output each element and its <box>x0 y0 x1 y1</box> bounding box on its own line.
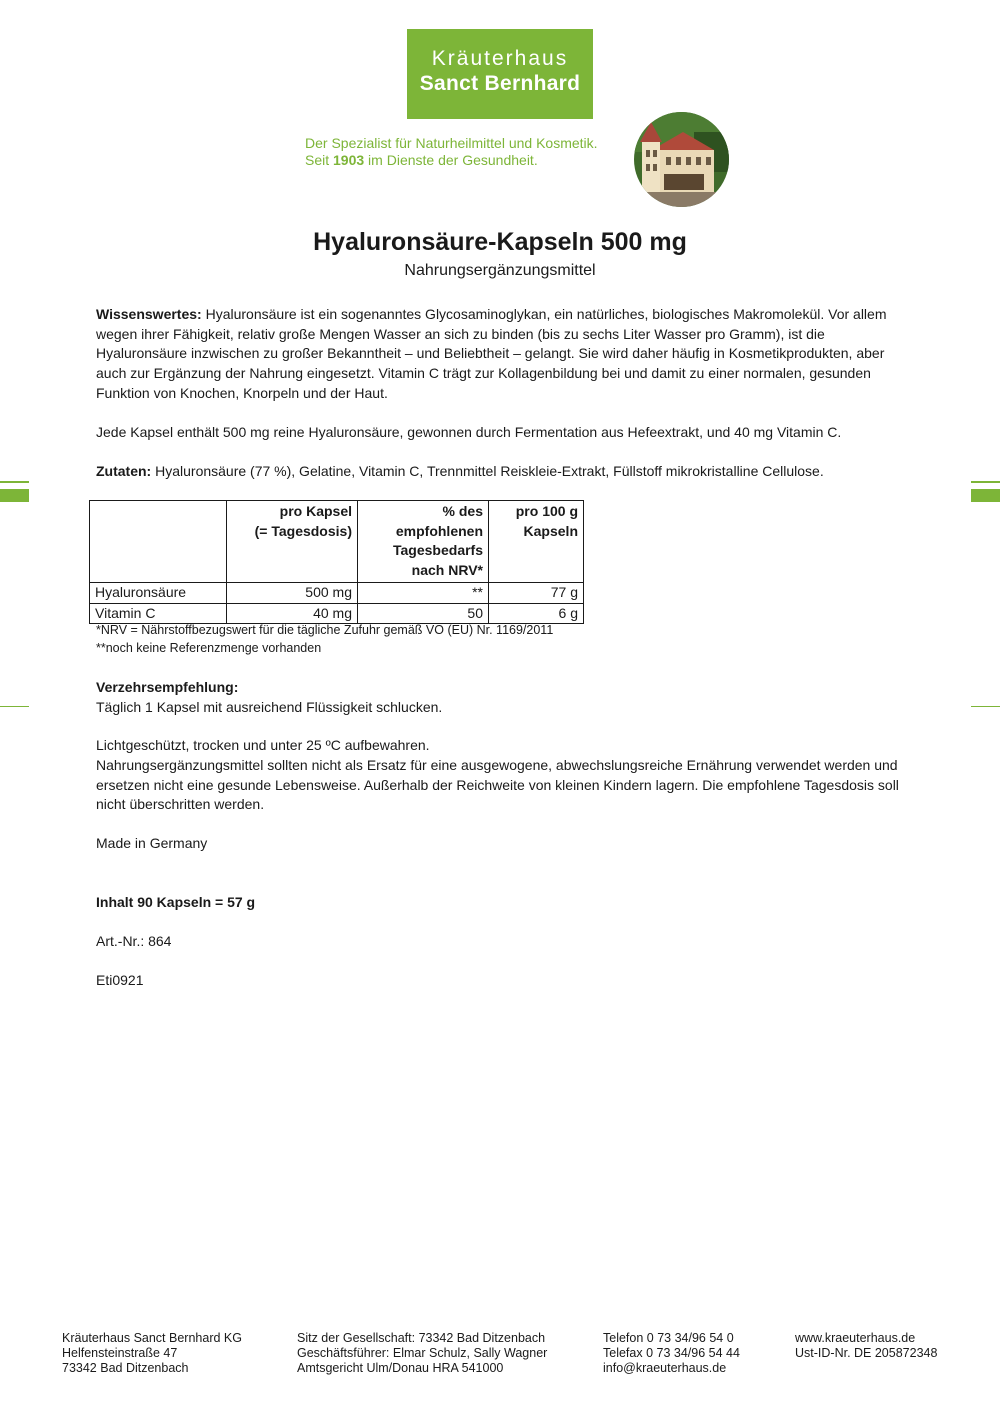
table-row <box>90 582 584 603</box>
tagline-pre: Seit <box>305 152 334 168</box>
table-row <box>90 603 584 624</box>
brand-logo <box>407 29 593 119</box>
wissenswertes-text: Hyaluronsäure ist ein sogenanntes Glycosaminoglykan, ein natürliches, biologisches Makromolekül. Vor allem wegen ihrer Fähigkeit, relativ große Mengen Wasser an sich zu binden (bis zu sechs Liter Wasser pro Gramm), ist die Hyaluronsäure inzwischen zu großer Bekanntheit – und Beliebtheit – gelangt. Sie wird daher häufig in Kosmetikprodukten, aber auch zur Ergänzung der Nahrung eingesetzt. Vitamin C trägt zur Kollagenbildung bei und damit zu einer normalen, gesunden Funktion von Knochen, Knorpeln und der Haut. <box>96 306 887 401</box>
table-cell: Hyaluronsäure <box>90 582 227 603</box>
tagline-line-2 <box>305 152 598 169</box>
zutaten-label: Zutaten: <box>96 463 152 479</box>
fold-mark-right-lower <box>971 706 1000 707</box>
table-header-row <box>90 501 584 583</box>
footer-company <box>62 1331 242 1376</box>
made-in: Made in Germany <box>96 835 208 851</box>
fold-mark-left <box>0 481 29 483</box>
logo-line-2: Sanct Bernhard <box>419 72 581 95</box>
tagline <box>305 135 598 169</box>
footer-fax: Telefax 0 73 34/96 54 44 <box>603 1346 740 1360</box>
footer-line: Helfensteinstraße 47 <box>62 1346 178 1360</box>
footer-contact <box>603 1331 740 1376</box>
table-cell: 77 g <box>489 582 584 603</box>
article-number: Art.-Nr.: 864 <box>96 933 172 949</box>
capsule-paragraph: Jede Kapsel enthält 500 mg reine Hyaluronsäure, gewonnen durch Fermentation aus Hefeextrakt, und 40 mg Vitamin C. <box>96 424 842 440</box>
zutaten-text: Hyaluronsäure (77 %), Gelatine, Vitamin C, Trennmittel Reiskleie-Extrakt, Füllstoff mikrokristalline Cellulose. <box>151 463 824 479</box>
tagline-line-1: Der Spezialist für Naturheilmittel und Kosmetik. <box>305 135 598 151</box>
table-cell: 500 mg <box>227 582 358 603</box>
footer-line: Sitz der Gesellschaft: 73342 Bad Ditzenbach <box>297 1331 546 1345</box>
inhalt: Inhalt 90 Kapseln = 57 g <box>96 894 256 910</box>
building-photo <box>634 112 729 207</box>
nrv-footnote: *NRV = Nährstoffbezugswert für die tägliche Zufuhr gemäß VO (EU) Nr. 1169/2011 <box>96 623 554 637</box>
footer-website[interactable]: www.kraeuterhaus.de <box>795 1331 916 1345</box>
footer-line: Geschäftsführer: Elmar Schulz, Sally Wagner <box>297 1346 548 1360</box>
wissenswertes-paragraph <box>96 305 916 404</box>
footer-line: Amtsgericht Ulm/Donau HRA 541000 <box>297 1361 504 1375</box>
reference-footnote: **noch keine Referenzmenge vorhanden <box>96 641 322 655</box>
table-cell: 40 mg <box>227 603 358 624</box>
footer-vat: Ust-ID-Nr. DE 205872348 <box>795 1346 938 1360</box>
table-cell: ** <box>358 582 489 603</box>
tagline-year: 1903 <box>333 152 365 168</box>
verzehr-text: Täglich 1 Kapsel mit ausreichend Flüssigkeit schlucken. <box>96 698 443 715</box>
page-subtitle: Nahrungsergänzungsmittel <box>404 262 596 279</box>
table-header-cell: % des empfohlenen Tagesbedarfs nach NRV* <box>358 501 489 583</box>
footer-email[interactable]: info@kraeuterhaus.de <box>603 1361 727 1375</box>
table-cell: 6 g <box>489 603 584 624</box>
storage-paragraph: Lichtgeschützt, trocken und unter 25 ºC aufbewahren. <box>96 737 430 753</box>
table-header-cell: pro Kapsel (= Tagesdosis) <box>227 501 358 583</box>
tagline-post: im Dienste der Gesundheit. <box>364 152 538 168</box>
table-cell: 50 <box>358 603 489 624</box>
nutrition-table <box>89 500 584 624</box>
logo-line-1: Kräuterhaus <box>431 47 569 70</box>
fold-mark-right-bar <box>971 489 1000 502</box>
verzehr-section <box>96 678 916 717</box>
footer-line: Kräuterhaus Sanct Bernhard KG <box>62 1331 242 1345</box>
verzehr-label: Verzehrsempfehlung: <box>96 679 239 695</box>
page-title: Hyaluronsäure-Kapseln 500 mg <box>313 228 687 256</box>
label-code: Eti0921 <box>96 972 144 988</box>
footer-line: 73342 Bad Ditzenbach <box>62 1361 189 1375</box>
wissenswertes-label: Wissenswertes: <box>96 306 202 322</box>
table-header-cell: pro 100 g Kapseln <box>489 501 584 583</box>
table-header-cell <box>90 501 227 583</box>
fold-mark-left-lower <box>0 706 29 707</box>
footer-web <box>795 1331 937 1361</box>
zutaten-paragraph <box>96 462 916 482</box>
footer-legal <box>297 1331 547 1376</box>
table-cell: Vitamin C <box>90 603 227 624</box>
footer-phone: Telefon 0 73 34/96 54 0 <box>603 1331 734 1345</box>
fold-mark-right <box>971 481 1000 483</box>
fold-mark-left-bar <box>0 489 29 502</box>
warning-paragraph: Nahrungsergänzungsmittel sollten nicht als Ersatz für eine ausgewogene, abwechslungsreiche Ernährung verwendet werden und ersetzen nicht eine gesunde Lebensweise. Außerhalb der Reichweite von kleinen Kindern lagern. Die empfohlene Tagesdosis soll nicht überschritten werden. <box>96 757 899 813</box>
